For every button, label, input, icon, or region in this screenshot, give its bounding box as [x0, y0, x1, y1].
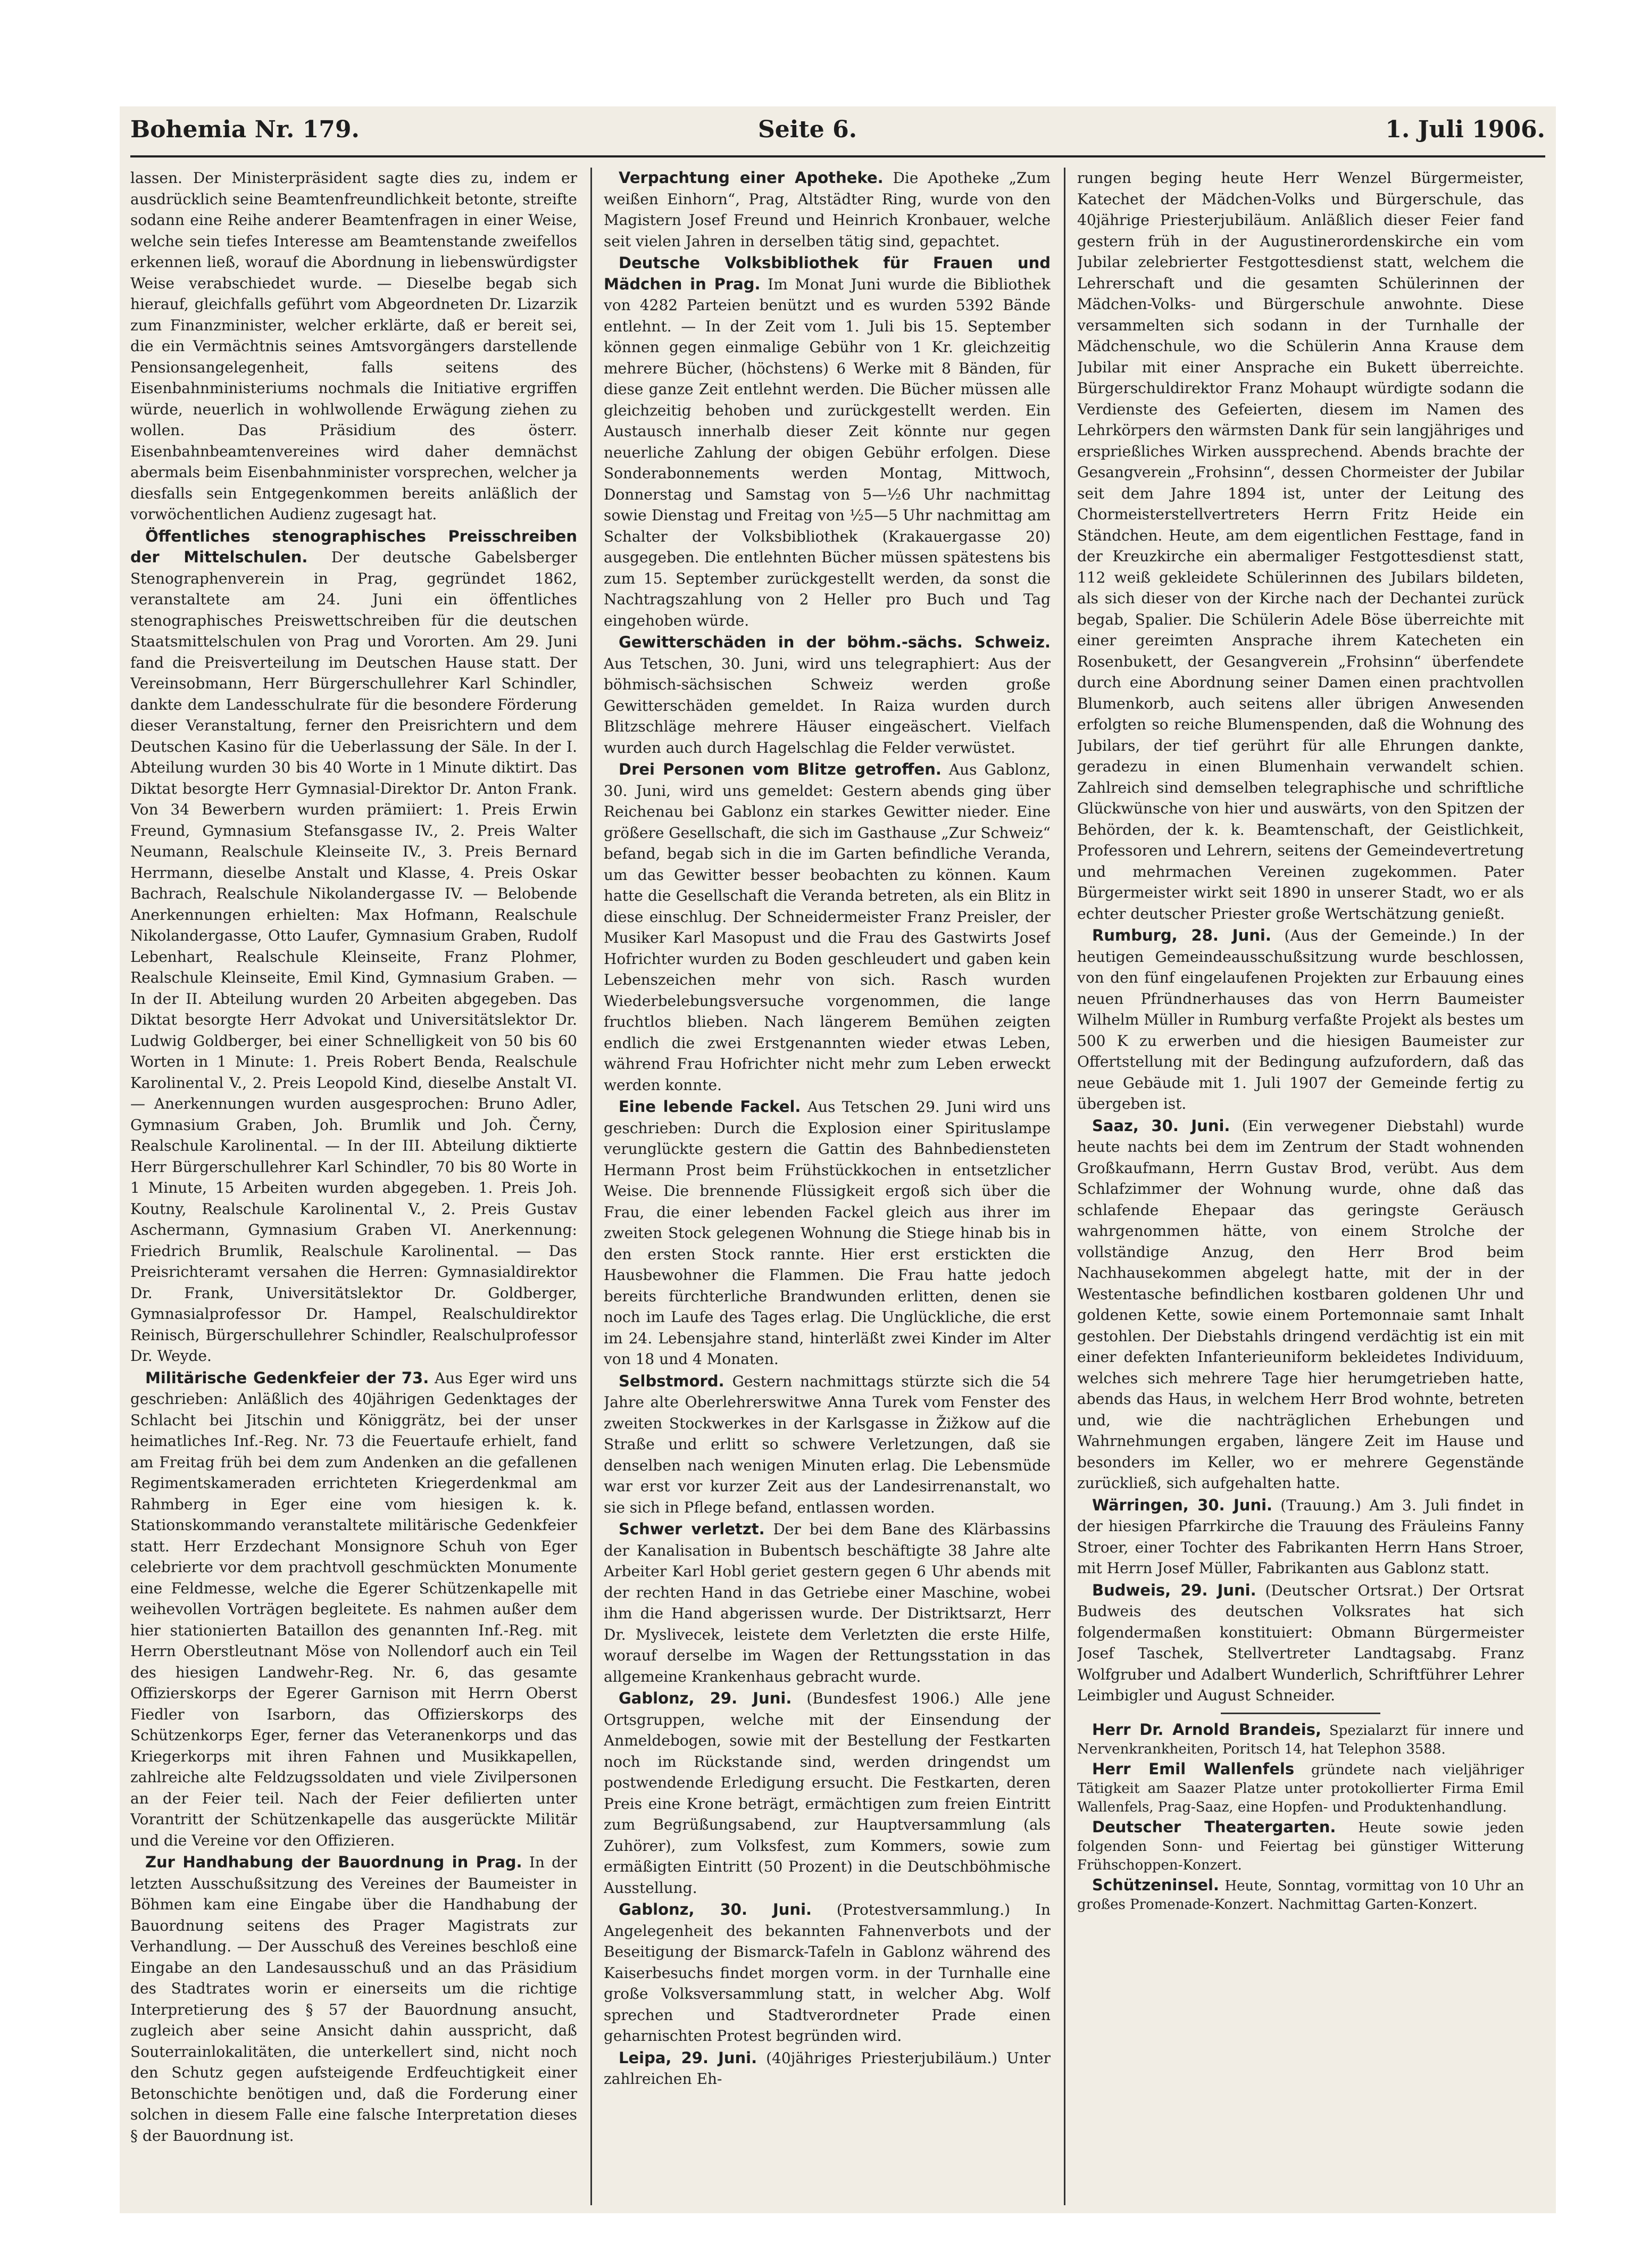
- article-headline: Leipa, 29. Juni.: [619, 2048, 757, 2067]
- article-paragraph: [130, 168, 577, 525]
- article-headline: Zur Handhabung der Bauordnung in Prag.: [145, 1853, 522, 1871]
- article-text: Aus Tetschen 29. Juni wird uns geschrieben: Durch die Explosion einer Spirituslampe verunglückte gestern die Gattin des Bahnbediensteten Hermann Prost beim Frühstückkochen in entsetzlicher Weise. Die brennende Flüssigkeit ergoß sich über die Frau, die einer lebenden Fackel gleich aus ihrer im zweiten Stock gelegenen Wohnung die Stiege hinab bis in den ersten Stock rannte. Hier erst erstickten die Hausbewohner die Flammen. Die Frau hatte jedoch bereits fürchterliche Brandwunden erlitten, denen sie noch im Laufe des Tages erlag. Die Unglückliche, die erst im 24. Lebensjahre stand, hinterläßt zwei Kinder im Alter von 18 und 4 Monaten.: [604, 1098, 1051, 1368]
- article-headline: Militärische Gedenkfeier der 73.: [145, 1368, 429, 1387]
- column-rule: [590, 168, 592, 2205]
- masthead-issue: Bohemia Nr. 179.: [130, 116, 360, 143]
- article-paragraph: [604, 1371, 1051, 1518]
- article-text: Der bei dem Bane des Klärbassins der Kanalisation in Bubentsch beschäftigte 38 Jahre alte Arbeiter Karl Hobl geriet gestern gegen 6 Uhr abends mit der rechten Hand in das Getriebe einer Maschine, wobei ihm die Hand abgerissen wurde. Der Distriktsarzt, Herr Dr. Myslivecek, leistete dem Verletzten die erste Hilfe, worauf derselbe im Wagen der Rettungsstation in das allgemeine Krankenhaus gebracht wurde.: [604, 1521, 1051, 1685]
- article-paragraph: [1077, 1760, 1524, 1817]
- article-paragraph: [604, 1519, 1051, 1687]
- page-number: Seite 6.: [758, 116, 857, 143]
- article-text: (Aus der Gemeinde.) In der heutigen Gemeindeausschußsitzung wurde beschlossen, von den fünf eingelaufenen Projekten zur Erbauung eines neuen Pfründnerhauses das von Herrn Baumeister Wilhelm Müller in Rumburg verfaßte Projekt als bestes um 500 K zu erwerben und die hiesigen Baumeister zur Offertstellung mit der Bedingung aufzufordern, daß das neue Gebäude mit 1. Juli 1907 der Gemeinde fertig zu übergeben ist.: [1077, 927, 1524, 1112]
- article-headline: Selbstmord.: [619, 1372, 724, 1390]
- article-text: Aus Tetschen, 30. Juni, wird uns telegraphiert: Aus der böhmisch-sächsischen Schweiz werden große Gewitterschäden gemeldet. In Raiza wurden durch Blitzschläge mehrere Häuser eingeäschert. Vielfach wurden auch durch Hagelschlag die Felder verwüstet.: [604, 654, 1051, 757]
- article-text: (Bundesfest 1906.) Alle jene Ortsgruppen, welche mit der Einsendung der Anmeldebogen, sowie mit der Bestellung der Festkarten noch im Rückstande sind, werden dringendst um postwendende Erledigung ersucht. Die Festkarten, deren Preis eine Krone beträgt, ermächtigen zum freien Eintritt zum Begrüßungsabend, zur Hauptversammlung (als Zuhörer), zum Volksfest, zum Kommers, sowie zum ermäßigten Eintritt (50 Prozent) in die Deutschböhmische Ausstellung.: [604, 1690, 1051, 1897]
- article-paragraph: [1077, 1580, 1524, 1706]
- article-paragraph: [604, 632, 1051, 758]
- issue-date: 1. Juli 1906.: [1385, 116, 1545, 143]
- article-text: Heute, Sonntag, vormittag von 10 Uhr an großes Promenade-Konzert. Nachmittag Garten-Konzert.: [1077, 1877, 1524, 1913]
- article-headline: Saaz, 30. Juni.: [1092, 1116, 1230, 1135]
- article-headline: Wärringen, 30. Juni.: [1092, 1496, 1273, 1514]
- announcements: [1077, 1721, 1524, 1914]
- article-paragraph: [1077, 1818, 1524, 1875]
- article-text: (40jähriges Priesterjubiläum.) Unter zahlreichen Eh-: [604, 2049, 1051, 2088]
- article-paragraph: [1077, 1721, 1524, 1759]
- article-headline: Herr Dr. Arnold Brandeis,: [1092, 1720, 1322, 1739]
- column-1: [130, 168, 577, 2221]
- article-paragraph: [604, 1096, 1051, 1370]
- column-rule: [1064, 168, 1065, 2205]
- article-headline: Deutsche Volksbibliothek für Frauen und Mädchen in Prag.: [604, 254, 1051, 293]
- article-paragraph: [604, 253, 1051, 631]
- article-headline: Gablonz, 30. Juni.: [619, 1900, 812, 1918]
- article-paragraph: [130, 526, 577, 1367]
- article-paragraph: [1077, 925, 1524, 1115]
- article-text: (Protestversammlung.) In Angelegenheit des bekannten Fahnenverbots und der Beseitigung der Bismarck-Tafeln in Gablonz während des Kaiserbesuchs findet morgen vorm. in der Turnhalle eine große Volksversammlung statt, in welcher Abg. Wolf sprechen und Stadtverordneter Prade einen geharnischten Protest begründen wird.: [604, 1901, 1051, 2045]
- column-3-articles: [1077, 168, 1524, 1706]
- article-text: Aus Gablonz, 30. Juni, wird uns gemeldet: Gestern abends ging über Reichenau bei Gablonz ein starkes Gewitter nieder. Eine größere Gesellschaft, die sich im Gasthause „Zur Schweiz“ befand, begab sich in die im Garten befindliche Veranda, um das Gewitter besser beobachten zu können. Kaum hatte die Gesellschaft die Veranda betreten, als ein Blitz in diese einschlug. Der Schneidermeister Franz Preisler, der Musiker Karl Masopust und die Frau des Gastwirts Josef Hofrichter wurden zu Boden geschleudert und gaben kein Lebenszeichen mehr von sich. Rasch wurden Wiederbelebungsversuche vorgenommen, die lange fruchtlos blieben. Nach längerem Bemühen zeigten endlich die zwei Erstgenannten wieder etwas Leben, während Frau Hofrichter nicht mehr zum Leben erweckt werden konnte.: [604, 761, 1051, 1094]
- newspaper-page: [120, 106, 1556, 2213]
- article-text: (Ein verwegener Diebstahl) wurde heute nachts bei dem im Zentrum der Stadt wohnenden Großkaufmann, Herrn Gustav Brod, verübt. Aus dem Schlafzimmer der Wohnung wurde, ohne daß das schlafende Ehepaar das geringste Geräusch wahrgenommen hätte, von einem Strolche der vollständige Anzug, den Herr Brod beim Nachhausekommen abgelegt hatte, mit der in der Westentasche befindlichen kostbaren goldenen Uhr und goldenen Kette, sowie einem Portemonnaie samt Inhalt gestohlen. Der Diebstahls dringend verdächtig ist ein mit einer defekten Infanterieuniform bekleidetes Individuum, welches sich mehrere Tage hier herumgetrieben hatte, abends das Haus, in welchem Herr Brod wohnte, betreten und, wie die nachträglichen Erhebungen und Wahrnehmungen ergaben, längere Zeit im Hause und besonders im Keller, wo er mehrere Gegenstände zurückließ, sich aufgehalten hatte.: [1077, 1117, 1524, 1492]
- article-headline: Schützeninsel.: [1092, 1875, 1219, 1894]
- article-headline: Gewitterschäden in der böhm.-sächs. Schweiz.: [619, 633, 1051, 651]
- article-paragraph: [604, 2048, 1051, 2090]
- article-text: (Trauung.) Am 3. Juli findet in der hiesigen Pfarrkirche die Trauung des Fräuleins Fanny Stroer, einer Tochter des Fabrikanten Herrn Hans Stroer, mit Herrn Josef Müller, Fabrikanten aus Gablonz statt.: [1077, 1496, 1524, 1577]
- article-text: In der letzten Ausschußsitzung des Vereines der Baumeister in Böhmen kam eine Eingabe über die Handhabung der Bauordnung seitens des Prager Magistrats zur Verhandlung. — Der Ausschuß des Vereines beschloß eine Eingabe an den Landesausschuß und an das Präsidium des Stadtrates worin er einerseits um die richtige Interpretierung des § 57 der Bauordnung ansucht, zugleich aber seine Ansicht dahin ausspricht, daß Souterrainlokalitäten, die unterkellert sind, nicht noch den Schutz gegen aufsteigende Erdfeuchtigkeit einer Betonschichte benötigen und, daß die Forderung einer solchen in diesem Falle eine falsche Interpretation dieses § der Bauordnung ist.: [130, 1854, 577, 2145]
- article-text: Heute sowie jeden folgenden Sonn- und Feiertag bei günstiger Witterung Frühschoppen-Konzert.: [1077, 1820, 1524, 1873]
- article-text: Im Monat Juni wurde die Bibliothek von 4282 Parteien benützt und es wurden 5392 Bände entlehnt. — In der Zeit vom 1. Juli bis 15. September können gegen einmalige Gebühr von 1 Kr. gleichzeitig mehrere Bücher, (höchstens) 6 Werke mit 8 Bänden, für diese ganze Zeit entlehnt werden. Die Bücher müssen alle gleichzeitig behoben und zurückgestellt werden. Ein Austausch innerhalb dieser Zeit könnte nur gegen neuerliche Zahlung der obigen Gebühr erfolgen. Diese Sonderabonnements werden Montag, Mittwoch, Donnerstag und Samstag von 5—½6 Uhr nachmittag sowie Dienstag und Freitag von ½5—5 Uhr nachmittag am Schalter der Volksbibliothek (Krakauergasse 20) ausgegeben. Die entlehnten Bücher müssen spätestens bis zum 15. September zurückgestellt werden, da sonst die Nachtragszahlung von 2 Heller pro Buch und Tag eingehoben würde.: [604, 275, 1051, 629]
- article-text: Gestern nachmittags stürzte sich die 54 Jahre alte Oberlehrerswitwe Anna Turek vom Fenster des zweiten Stockwerkes in der Karlsgasse in Žižkow auf die Straße und erlitt so schwere Verletzungen, daß sie denselben nach wenigen Minuten erlag. Die Lebensmüde war erst vor kurzer Zeit aus der Landesirrenanstalt, wo sie sich in Pflege befand, entlassen worden.: [604, 1372, 1051, 1516]
- article-headline: Budweis, 29. Juni.: [1092, 1581, 1256, 1599]
- article-headline: Drei Personen vom Blitze getroffen.: [619, 760, 942, 778]
- article-paragraph: [604, 1899, 1051, 2047]
- article-headline: Schwer verletzt.: [619, 1520, 765, 1538]
- article-text: lassen. Der Ministerpräsident sagte dies zu, indem er ausdrücklich seine Beamtenfreundlichkeit betonte, streifte sodann eine Reihe anderer Beamtenfragen in einer Weise, welche sein tiefes Interesse am Beamtenstande zweifellos erkennen ließ, worauf die Abordnung in liebenswürdigster Weise verabschiedet wurde. — Dieselbe begab sich hierauf, gleichfalls geführt vom Abgeordneten Dr. Lizarzik zum Finanzminister, welcher erklärte, daß er bereit sei, die ein Vermächtnis seines Amtsvorgängers darstellende Pensionsangelegenheit, falls seitens des Eisenbahnministeriums nochmals die Initiative ergriffen würde, neuerlich in wohlwollende Erwägung ziehen zu wollen. Das Präsidium des österr. Eisenbahnbeamtenvereines wird daher demnächst abermals beim Eisenbahnminister vorsprechen, welcher ja diesfalls sein Entgegenkommen bereits anläßlich der vorwöchentlichen Audienz zugesagt hat.: [130, 169, 577, 523]
- article-paragraph: [130, 1852, 577, 2146]
- article-paragraph: [604, 759, 1051, 1095]
- article-text: Der deutsche Gabelsberger Stenographenverein in Prag, gegründet 1862, veranstaltete am 24. Juni ein öffentliches stenographisches Preiswettschreiben für die deutschen Staatsmittelschulen von Prag und Vororten. Am 29. Juni fand die Preisverteilung im Deutschen Hause statt. Der Vereinsobmann, Herr Bürgerschullehrer Karl Schindler, dankte dem Landesschulrate für die besondere Förderung dieser Veranstaltung, ferner den Preisrichtern und dem Deutschen Kasino für die Ueberlassung der Säle. In der I. Abteilung wurden 30 bis 40 Worte in 1 Minute diktirt. Das Diktat besorgte Herr Gymnasial-Direktor Dr. Anton Frank. Von 34 Bewerbern wurden prämiiert: 1. Preis Erwin Freund, Gymnasium Stefansgasse IV., 2. Preis Walter Neumann, Realschule Kleinseite IV., 3. Preis Bernard Herrmann, dieselbe Anstalt und Klasse, 4. Preis Oskar Bachrach, Realschule Nikolandergasse IV. — Belobende Anerkennungen erhielten: Max Hofmann, Realschule Nikolandergasse, Otto Laufer, Gymnasium Graben, Rudolf Lebenhart, Realschule Kleinseite, Franz Plohmer, Realschule Kleinseite, Emil Kind, Gymnasium Graben. — In der II. Abteilung wurden 20 Arbeiten abgegeben. Das Diktat besorgte Herr Advokat und Universitätslektor Dr. Ludwig Goldberger, bei einer Schnelligkeit von 50 bis 60 Worten in 1 Minute: 1. Preis Robert Benda, Realschule Karolinental V., 2. Preis Leopold Kind, dieselbe Anstalt VI. — Anerkennungen wurden ausgesprochen: Bruno Adler, Gymnasium Graben, Joh. Brumlik und Joh. Černy, Realschule Karolinental. — In der III. Abteilung diktierte Herr Bürgerschullehrer Karl Schindler, 70 bis 80 Worte in 1 Minute, 15 Arbeiten wurden abgegeben. 1. Preis Joh. Koutny, Realschule Karolinental V., 2. Preis Gustav Aschermann, Gymnasium Graben VI. Anerkennung: Friedrich Brumlik, Realschule Karolinental. — Das Preisrichteramt versahen die Herren: Gymnasialdirektor Dr. Frank, Universitätslektor Dr. Goldberger, Gymnasialprofessor Dr. Hampel, Realschuldirektor Reinisch, Bürgerschullehrer Schindler, Realschulprofessor Dr. Weyde.: [130, 549, 577, 1365]
- article-headline: Deutscher Theatergarten.: [1092, 1817, 1336, 1836]
- article-text: (Deutscher Ortsrat.) Der Ortsrat Budweis des deutschen Volksrates hat sich folgendermaßen konstituiert: Obmann Bürgermeister Josef Taschek, Stellvertreter Landtagsabg. Franz Wolfgruber und Adalbert Wunderlich, Schriftführer Lehrer Leimbigler und August Schneider.: [1077, 1581, 1524, 1704]
- article-paragraph: [1077, 1495, 1524, 1579]
- article-text: Die Apotheke „Zum weißen Einhorn“, Prag, Altstädter Ring, wurde von den Magistern Josef Freund und Heinrich Kronbauer, welche seit vielen Jahren in derselben tätig sind, gepachtet.: [604, 169, 1051, 250]
- column-2: [604, 168, 1051, 2221]
- separator-rule: [1221, 1713, 1380, 1714]
- column-3: [1077, 168, 1524, 2221]
- article-headline: Gablonz, 29. Juni.: [619, 1689, 792, 1707]
- article-text: gründete nach vieljähriger Tätigkeit am Saazer Platze unter protokollierter Firma Emil Wallenfels, Prag-Saaz, eine Hopfen- und Produktenhandlung.: [1077, 1762, 1524, 1815]
- article-paragraph: [130, 1368, 577, 1851]
- article-headline: Rumburg, 28. Juni.: [1092, 926, 1271, 944]
- article-paragraph: [604, 1688, 1051, 1898]
- article-headline: Herr Emil Wallenfels: [1092, 1759, 1295, 1778]
- article-text: Aus Eger wird uns geschrieben: Anläßlich des 40jährigen Gedenktages der Schlacht bei Jitschin und Königgrätz, bei der unser heimatliches Inf.-Reg. Nr. 73 die Feuertaufe erhielt, fand am Freitag früh bei dem zum Andenken an die gefallenen Regimentskameraden errichteten Kriegerdenkmal am Rahmberg in Eger eine vom hiesigen k. k. Stationskommando veranstaltete militärische Gedenkfeier statt. Herr Erzdechant Monsignore Schuh von Eger celebrierte vor dem prachtvoll geschmückten Monumente eine Feldmesse, welche die Egerer Schützenkapelle mit weihevollen Vorträgen begleitete. Es nahmen außer dem hier stationierten Bataillon des genannten Inf.-Reg. mit Herrn Oberstleutnant Möse von Nollendorf auch ein Teil des hiesigen Landwehr-Reg. Nr. 6, das gesamte Offizierskorps der Egerer Garnison mit Herrn Oberst Fiedler von Isarborn, das Offizierskorps des Schützenkorps Eger, ferner das Veteranenkorps und das Kriegerkorps mit ihren Fahnen und Musikkapellen, zahlreiche alte Feldzugssoldaten und viele Zivilpersonen an der Feier teil. Nach der Feier defilierten unter Vorantritt der Schützenkapelle das ausgerückte Militär und die Vereine vor den Offizieren.: [130, 1369, 577, 1849]
- article-text: rungen beging heute Herr Wenzel Bürgermeister, Katechet der Mädchen-Volks und Bürgerschule, das 40jährige Priesterjubiläum. Anläßlich dieser Feier fand gestern früh in der Augustinerordenskirche ein vom Jubilar zelebrierter Festgottesdienst statt, welchem die Lehrerschaft und die gesamten Schülerinnen der Mädchen-Volks- und Bürgerschule anwohnte. Diese versammelten sich sodann in der Turnhalle der Mädchenschule, wo die Schülerin Anna Krause dem Jubilar mit einer Ansprache ein Bukett überreichte. Bürgerschuldirektor Franz Mohaupt würdigte sodann die Verdienste des Gefeierten, diesem im Namen des Lehrkörpers den wärmsten Dank für sein langjähriges und ersprießliches Wirken aussprechend. Abends brachte der Gesangverein „Frohsinn“, dessen Chormeister der Jubilar seit dem Jahre 1894 ist, unter der Leitung des Chormeisterstellvertreters Herrn Fritz Heide ein Ständchen. Heute, am dem eigentlichen Festtage, fand in der Kreuzkirche ein abermaliger Festgottesdienst statt, 112 weiß gekleidete Schülerinnen des Jubilars bildeten, als sich dieser von der Kirche nach der Dechantei zurück begab, Spalier. Die Schülerin Adele Böse überreichte mit einer gereimten Ansprache ihrem Katecheten ein Rosenbukett, der Gesangverein „Frohsinn“ überfendete durch eine Abordnung seiner Damen einen prachtvollen Blumenkorb, auch seitens aller übrigen Anwesenden erfolgten so reiche Blumenspenden, daß die Wohnung des Jubilars, der tief gerührt für alle Ehrungen dankte, geradezu in einen Blumenhain verwandelt schien. Zahlreich sind demselben telegraphische und schriftliche Glückwünsche von hier und auswärts, von den Spitzen der Behörden, der k. k. Beamtenschaft, der Geistlichkeit, Professoren und Lehrern, seitens der Gemeindevertretung und mehrmachen Vereinen zugekommen. Pater Bürgermeister wirkt seit 1890 in unserer Stadt, wo er als echter deutscher Priester große Wertschätzung genießt.: [1077, 169, 1524, 923]
- article-text: Spezialarzt für innere und Nervenkrankheiten, Poritsch 14, hat Telephon 3588.: [1077, 1722, 1524, 1757]
- article-headline: Verpachtung einer Apotheke.: [619, 169, 884, 187]
- article-paragraph: [1077, 168, 1524, 924]
- article-headline: Eine lebende Fackel.: [619, 1098, 801, 1116]
- article-paragraph: [1077, 1876, 1524, 1914]
- article-paragraph: [604, 168, 1051, 252]
- page-header: [130, 116, 1545, 153]
- header-rule: [130, 155, 1545, 157]
- article-paragraph: [1077, 1116, 1524, 1494]
- article-headline: Öffentliches stenographisches Preisschreiben der Mittelschulen.: [130, 527, 577, 566]
